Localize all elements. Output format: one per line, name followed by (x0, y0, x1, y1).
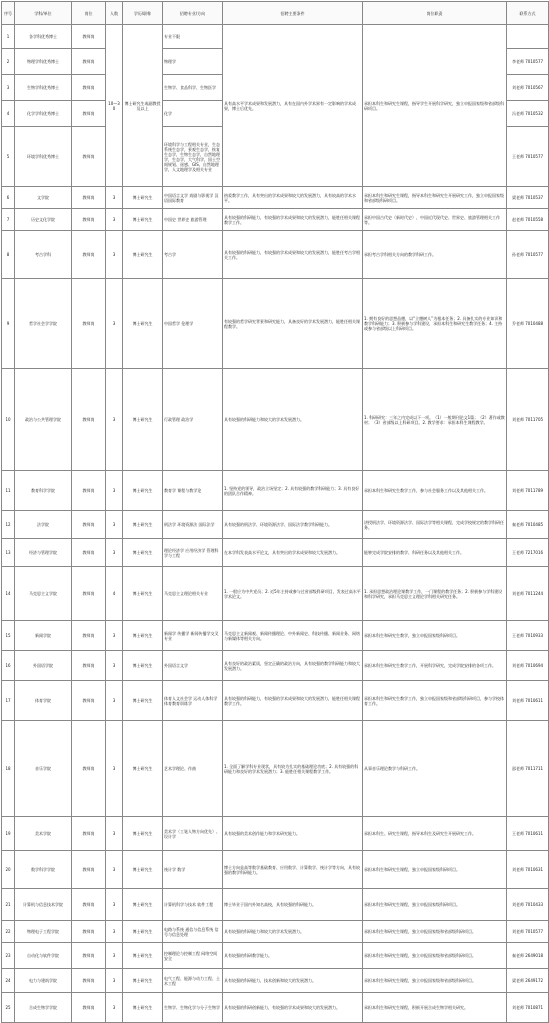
cell-major: 马克思主义理论相关专业 (163, 567, 223, 621)
cell-contact: 刘老师 7010631 (507, 851, 549, 889)
cell-post: 教师岗 (72, 921, 106, 943)
cell-contact: 乔老师 7010488 (507, 279, 549, 369)
cell-contact: 刘老师 7010433 (507, 889, 549, 921)
cell-contact: 刘老师 7010611 (507, 681, 549, 721)
cell-cond: 1. 全面了解学科专业现状，具有较为扎实的基础理论功底；2. 具有较强的科研能力和良好的学术发展潜力；3. 能胜任相关课程教学工作。 (223, 721, 363, 817)
table-row (2, 943, 549, 969)
cell-no: 11 (2, 471, 15, 511)
cell-no: 5 (2, 127, 15, 187)
cell-num: 3 (106, 539, 123, 567)
cell-duty: 承担本科生和研究生课程，独立申报国家级和省部级科研项目。 (363, 969, 507, 993)
cell-num: 3 (106, 993, 123, 1023)
cell-unit: 法学院 (15, 511, 72, 539)
cell-cond: 具有较强的科研能力和较大的学术发展潜力。 (223, 921, 363, 943)
cell-major: 物理学 (163, 49, 223, 75)
cell-unit: 生物学科优秀博士 (15, 75, 72, 101)
cell-contact: 王老师 7010577 (507, 127, 549, 187)
cell-major: 计算机科学与技术 软件工程 (163, 889, 223, 921)
cell-num: 3 (106, 279, 123, 369)
cell-contact: 冯老师 7010532 (507, 101, 549, 127)
cell-num: 3 (106, 969, 123, 993)
cell-post: 教师岗 (72, 127, 106, 187)
header-edu: 学历/职称 (123, 2, 163, 25)
cell-cond: 具有较强的刑法学、环境资源法学、国际法学教学科研能力。 (223, 511, 363, 539)
cell-duty: 讲授刑法学、环境资源法学、国际法学等相关课程，完成学校规定的教学科研任务。 (363, 511, 507, 539)
cell-no: 13 (2, 539, 15, 567)
cell-post: 教师岗 (72, 969, 106, 993)
cell-cond: 具有较强的科研能力，有较强的学术成果和较大的发展潜力，能胜任相关课程教学工作。 (223, 209, 363, 231)
table-row (2, 651, 549, 681)
cell-no: 22 (2, 921, 15, 943)
cell-num: 3 (106, 651, 123, 681)
cell-no: 14 (2, 567, 15, 621)
cell-duty: 承担本科生和研究生课程，指导学生开展科学研究，独立申报国家级和省部级科研项目。 (363, 25, 507, 187)
header-unit: 学科/单位 (15, 2, 72, 25)
cell-edu: 博士研究生 (123, 279, 163, 369)
cell-unit: 物理电子工程学院 (15, 921, 72, 943)
header-no: 序号 (2, 2, 15, 25)
table-row (2, 209, 549, 231)
cell-unit: 考古学科 (15, 231, 72, 279)
cell-no: 24 (2, 969, 15, 993)
table-body (2, 25, 549, 1023)
cell-post: 教师岗 (72, 817, 106, 851)
cell-no: 1 (2, 25, 15, 49)
cell-num: 3 (106, 187, 123, 209)
cell-post: 教师岗 (72, 49, 106, 75)
cell-unit: 电力与建筑学院 (15, 969, 72, 993)
cell-no: 19 (2, 817, 15, 851)
cell-post: 教师岗 (72, 721, 106, 817)
cell-post: 教师岗 (72, 209, 106, 231)
cell-edu: 博士研究生 (123, 943, 163, 969)
cell-cond: 具有较强的科研能力，有较强的学术成果和较大的发展潜力，能胜任考古学相关工作。 (223, 231, 363, 279)
cell-num: 3 (106, 471, 123, 511)
cell-contact: 李老师 7010577 (507, 49, 549, 75)
cell-duty: 承担本科生和研究生教学，独立申报国家级科研项目。 (363, 621, 507, 651)
cell-unit: 数学科学学院 (15, 851, 72, 889)
cell-post: 教师岗 (72, 369, 106, 471)
cell-edu: 博士研究生 (123, 889, 163, 921)
cell-cond: 1. 坚持党的领导，政治立场坚定；2. 具有较强的教学科研能力；3. 具有良好的团队合作精神。 (223, 471, 363, 511)
cell-post: 教师岗 (72, 101, 106, 127)
cell-edu: 博士研究生 (123, 511, 163, 539)
header-contact: 联系方式 (507, 2, 549, 25)
cell-major: 环境科学与工程相关专业，生态系统生态学，景观生态学，恢复生态学，生物生态学，自然地理学，生态学，大气科学，国土空间规划、遥感、GIS、自然地理学，人文地理学及相关专业 (163, 127, 223, 187)
cell-major: 电路与系统 通信与信息系统 信号与信息处理 (163, 921, 223, 943)
cell-unit: 计算机与信息技术学院 (15, 889, 72, 921)
cell-duty: 承担本科生和研究生课程，独立申报国家级和省部级科研项目。 (363, 921, 507, 943)
cell-edu: 博士研究生 (123, 231, 163, 279)
table-header-row (2, 2, 549, 25)
cell-num: 3 (106, 511, 123, 539)
cell-cond: 具有良好的政治素质，坚定正确的政治方向，具有较强的教学科研能力和较大发展潜力。 (223, 651, 363, 681)
cell-no: 21 (2, 889, 15, 921)
cell-post: 教师岗 (72, 943, 106, 969)
cell-num: 3 (106, 621, 123, 651)
header-post: 岗位 (72, 2, 106, 25)
cell-cond: 具有较强的美术创作能力和学术研究能力。 (223, 817, 363, 851)
cell-post: 教师岗 (72, 187, 106, 209)
cell-contact: 赵老师 7010558 (507, 209, 549, 231)
cell-unit: 各学科优秀博士 (15, 25, 72, 49)
cell-edu: 博士研究生 (123, 567, 163, 621)
cell-contact: 邵老师 7011711 (507, 721, 549, 817)
cell-contact: 梁老师 2649172 (507, 969, 549, 993)
cell-unit: 环境学科优秀博士 (15, 127, 72, 187)
cell-num: 3 (106, 851, 123, 889)
cell-cond: 具有较强的科研能力和较大的学术发展潜力。 (223, 369, 363, 471)
cell-major: 艺术学理论、作曲 (163, 721, 223, 817)
table-row (2, 567, 549, 621)
cell-edu: 博士研究生 (123, 681, 163, 721)
cell-post: 教师岗 (72, 25, 106, 49)
cell-contact: 秦老师 7010485 (507, 511, 549, 539)
cell-unit: 经济与管理学院 (15, 539, 72, 567)
cell-contact: 梁老师 7010537 (507, 187, 549, 209)
cell-duty: 承担本科生、研究生课程，指导本科生及研究生开展研究工作。 (363, 817, 507, 851)
cell-unit: 美术学院 (15, 817, 72, 851)
table-row (2, 817, 549, 851)
table-row (2, 231, 549, 279)
cell-unit: 历史文化学院 (15, 209, 72, 231)
cell-edu: 博士研究生 (123, 209, 163, 231)
cell-edu: 博士研究生 (123, 369, 163, 471)
table-row (2, 889, 549, 921)
table-row (2, 993, 549, 1023)
cell-edu: 博士研究生 (123, 969, 163, 993)
cell-unit: 教育科学学院 (15, 471, 72, 511)
cell-edu: 博士研究生 (123, 921, 163, 943)
cell-duty: 承担考古学科相关方向的教学科研工作。 (363, 231, 507, 279)
cell-contact: 王老师 7217016 (507, 539, 549, 567)
cell-cond: 具有较强的科研教学能力。 (223, 943, 363, 969)
cell-cond: 博士毕业于国内外知名高校，具有较强的科研能力。 (223, 889, 363, 921)
cell-contact: 秦老师 2649018 (507, 943, 549, 969)
cell-duty: 能够完成学院安排的教学、科研任务以及其他相关工作。 (363, 539, 507, 567)
cell-major: 外国语言文学 (163, 651, 223, 681)
cell-contact: 刘老师 7011705 (507, 369, 549, 471)
cell-no: 2 (2, 49, 15, 75)
cell-major: 美术学（工笔人物方向优先）、设计学 (163, 817, 223, 851)
cell-major: 中国史 世界史 旅游管理 (163, 209, 223, 231)
cell-num: 3 (106, 231, 123, 279)
cell-no: 9 (2, 279, 15, 369)
cell-contact: 刘老师 7010694 (507, 651, 549, 681)
cell-cond: 在本学科发表高水平论文，具有突出的学术成果和较大发展潜力。 (223, 539, 363, 567)
cell-unit: 外国语学院 (15, 651, 72, 681)
table-row (2, 721, 549, 817)
cell-major: 化学 (163, 101, 223, 127)
cell-edu: 博士研究生 (123, 471, 163, 511)
cell-contact: 刘老师 7011789 (507, 471, 549, 511)
table-row (2, 25, 549, 49)
cell-edu: 博士研究生 (123, 539, 163, 567)
cell-post: 教师岗 (72, 279, 106, 369)
cell-major: 专业不限 (163, 25, 223, 49)
cell-contact: 刘老师 7011244 (507, 567, 549, 621)
cell-duty: 1. 拥有良好的思想品德，以“立德树人”为根本任务；2. 具备扎实的专业知识和教学科研能力；3. 积极参与学科建设，承担本科生和研究生教学任务；4. 主持或参与省部级以上科研项目。 (363, 279, 507, 369)
cell-duty: 承担本科生和研究生教学工作，参与社会服务工作以及其他相关工作。 (363, 471, 507, 511)
cell-edu: 博士研究生 (123, 187, 163, 209)
cell-duty: 承担中国古代史（新时代史）、中国近代现代史、世界史、旅游管理相关工作等。 (363, 209, 507, 231)
table-row (2, 369, 549, 471)
cell-unit: 马克思主义学院 (15, 567, 72, 621)
cell-no: 25 (2, 993, 15, 1023)
cell-major: 理论经济学 应用经济学 管理科学与工程 (163, 539, 223, 567)
cell-duty: 承担本科生和研究生课程，指导本科生和研究生开展研究工作，独立申报国家级和省部级科研项目。 (363, 187, 507, 209)
cell-contact: 孙老师 7010577 (507, 231, 549, 279)
table-row (2, 511, 549, 539)
cell-unit: 自动化与软件学院 (15, 943, 72, 969)
cell-no: 12 (2, 511, 15, 539)
cell-no: 20 (2, 851, 15, 889)
cell-duty: 承担本科生和研究生教学工作，开展科学研究，完成学院安排的各项工作。 (363, 651, 507, 681)
cell-unit: 化学学科优秀博士 (15, 101, 72, 127)
cell-cond: 具有较强的科研创新能力，有较强的学术成果和较大的发展潜力。 (223, 993, 363, 1023)
cell-major: 中国语言文学 戏剧与影视学 汉语国际教育 (163, 187, 223, 209)
cell-major: 电气工程、能源与动力工程、土木工程 (163, 969, 223, 993)
table-row (2, 969, 549, 993)
cell-post: 教师岗 (72, 539, 106, 567)
table-row (2, 621, 549, 651)
cell-major: 中国哲学 伦理学 (163, 279, 223, 369)
cell-no: 16 (2, 651, 15, 681)
header-cond: 招聘主要条件 (223, 2, 363, 25)
cell-contact: 刘老师 7010577 (507, 921, 549, 943)
cell-contact: 刘老师 7010567 (507, 75, 549, 101)
cell-unit: 哲学社会学学院 (15, 279, 72, 369)
cell-contact: 刘老师 7010871 (507, 993, 549, 1023)
cell-major: 控制理论与控制工程 网络空间安全 (163, 943, 223, 969)
cell-no: 3 (2, 75, 15, 101)
cell-duty: 1. 科研研究：三年之内完成以下一项。（1）一般期刊论文1篇；（2）著作或教材；（3）省部级以上科研项目。2. 教学要求：承担本科生课程教学。 (363, 369, 507, 471)
cell-num: 3 (106, 209, 123, 231)
cell-duty: 从事音乐理论教学与科研工作。 (363, 721, 507, 817)
cell-num: 3 (106, 943, 123, 969)
header-duty: 岗位职责 (363, 2, 507, 25)
cell-no: 8 (2, 231, 15, 279)
cell-no: 23 (2, 943, 15, 969)
cell-post: 教师岗 (72, 471, 106, 511)
cell-unit: 合成生物学学院 (15, 993, 72, 1023)
cell-contact (507, 25, 549, 49)
cell-edu: 博士研究生 (123, 993, 163, 1023)
cell-no: 17 (2, 681, 15, 721)
cell-cond: 马克思主义新闻观、新闻传播理论、中外新闻史、科技传播、新闻业务、网络与新媒体等相关方向。 (223, 621, 363, 651)
cell-unit: 音乐学院 (15, 721, 72, 817)
table-row (2, 187, 549, 209)
cell-unit: 体育学院 (15, 681, 72, 721)
cell-duty: 承担本科生和研究生课程，独立申报国家级科研项目。 (363, 851, 507, 889)
cell-edu: 博士研究生 (123, 817, 163, 851)
cell-major: 新闻学 传播学 新闻传播学交叉专业 (163, 621, 223, 651)
cell-post: 教师岗 (72, 567, 106, 621)
cell-cond: 具有较强的科研能力，有较强的学术成果和较大的发展潜力，能胜任相关课程教学工作。 (223, 681, 363, 721)
cell-edu: 博士研究生 (123, 651, 163, 681)
recruitment-table-container (1, 1, 548, 1010)
cell-cond: 博士方向是高等数学基础教育、应用数学、计算数学、统计学等方向，具有较强的教学科研能力。 (223, 851, 363, 889)
cell-unit: 新闻学院 (15, 621, 72, 651)
cell-major: 生物学、食品科学、生物医学 (163, 75, 223, 101)
cell-num: 4 (106, 567, 123, 621)
cell-unit: 文学院 (15, 187, 72, 209)
cell-post: 教师岗 (72, 511, 106, 539)
table-row (2, 921, 549, 943)
cell-unit: 政治与公共管理学院 (15, 369, 72, 471)
cell-num: 3 (106, 817, 123, 851)
cell-major: 考古学 (163, 231, 223, 279)
table-row (2, 539, 549, 567)
table-row (2, 471, 549, 511)
cell-num: 3 (106, 681, 123, 721)
cell-no: 15 (2, 621, 15, 651)
cell-post: 教师岗 (72, 681, 106, 721)
cell-major: 统计学 数学 (163, 851, 223, 889)
cell-num: 3 (106, 921, 123, 943)
header-num: 人数 (106, 2, 123, 25)
cell-post: 教师岗 (72, 651, 106, 681)
cell-post: 教师岗 (72, 75, 106, 101)
cell-post: 教师岗 (72, 851, 106, 889)
cell-major: 教育学 课程与教学论 (163, 471, 223, 511)
cell-edu: 博士研究生 (123, 621, 163, 651)
table-row (2, 681, 549, 721)
cell-no: 18 (2, 721, 15, 817)
cell-edu: 博士研究生 (123, 721, 163, 817)
cell-duty: 承担本科生和研究生课程，积极开展合成生物学相关研究。 (363, 993, 507, 1023)
cell-duty: 承担本科生和研究生课程，独立申报国家级科研项目。 (363, 889, 507, 921)
cell-major: 刑法学 环境资源法 国际法学 (163, 511, 223, 539)
cell-unit: 物理学科优秀博士 (15, 49, 72, 75)
cell-no: 4 (2, 101, 15, 127)
cell-cond: 1. 一般应为中共党员；2. 近5年主持或参与过省部级科研项目，发表过高水平学术论文。 (223, 567, 363, 621)
cell-cond: 有较强的哲学研究背景和研究能力，具备良好的学术发展潜力，能胜任相关课程教学。 (223, 279, 363, 369)
cell-no: 10 (2, 369, 15, 471)
cell-duty: 承担本科生和研究生课程，独立申报国家级和省部级科研项目。 (363, 943, 507, 969)
cell-cond: 具有高水平学术成果和发展潜力，具有在国内外学术界有一定影响的学术成果，博士后优先。 (223, 25, 363, 187)
cell-duty: 1. 承担思想政治理论课教学工作，一门课程的教学任务；2. 积极参与学科建设和科学研究，承担马克思主义理论学科相关研究任务。 (363, 567, 507, 621)
cell-num: 10—30 (106, 25, 123, 187)
header-major: 招聘专业/方向 (163, 2, 223, 25)
cell-cond: 具有较强的科研能力，技术创新和较大的发展潜力。 (223, 969, 363, 993)
cell-contact: 王老师 7010611 (507, 817, 549, 851)
cell-no: 6 (2, 187, 15, 209)
cell-edu: 博士研究生或副教授及以上 (123, 25, 163, 187)
cell-num: 3 (106, 721, 123, 817)
cell-num: 3 (106, 369, 123, 471)
cell-contact: 王老师 7010933 (507, 621, 549, 651)
cell-post: 教师岗 (72, 993, 106, 1023)
cell-major: 行政管理 政治学 (163, 369, 223, 471)
cell-post: 教师岗 (72, 621, 106, 651)
cell-major: 生物学、生物化学与分子生物学 (163, 993, 223, 1023)
cell-no: 7 (2, 209, 15, 231)
recruitment-table (1, 1, 549, 1023)
cell-post: 教师岗 (72, 889, 106, 921)
cell-major: 体育人文社会学 运动人体科学 体育教育训练学 (163, 681, 223, 721)
cell-duty: 承担本科生和研究生教学工作，独立申报国家级和省部级科研项目，参与学校体育工作。 (363, 681, 507, 721)
cell-num: 3 (106, 889, 123, 921)
cell-cond: 热爱教学工作，具有突出的学术成果和较大的发展潜力，具有较高的学术水平。 (223, 187, 363, 209)
cell-post: 教师岗 (72, 231, 106, 279)
table-row (2, 279, 549, 369)
table-row (2, 851, 549, 889)
cell-edu: 博士研究生 (123, 851, 163, 889)
